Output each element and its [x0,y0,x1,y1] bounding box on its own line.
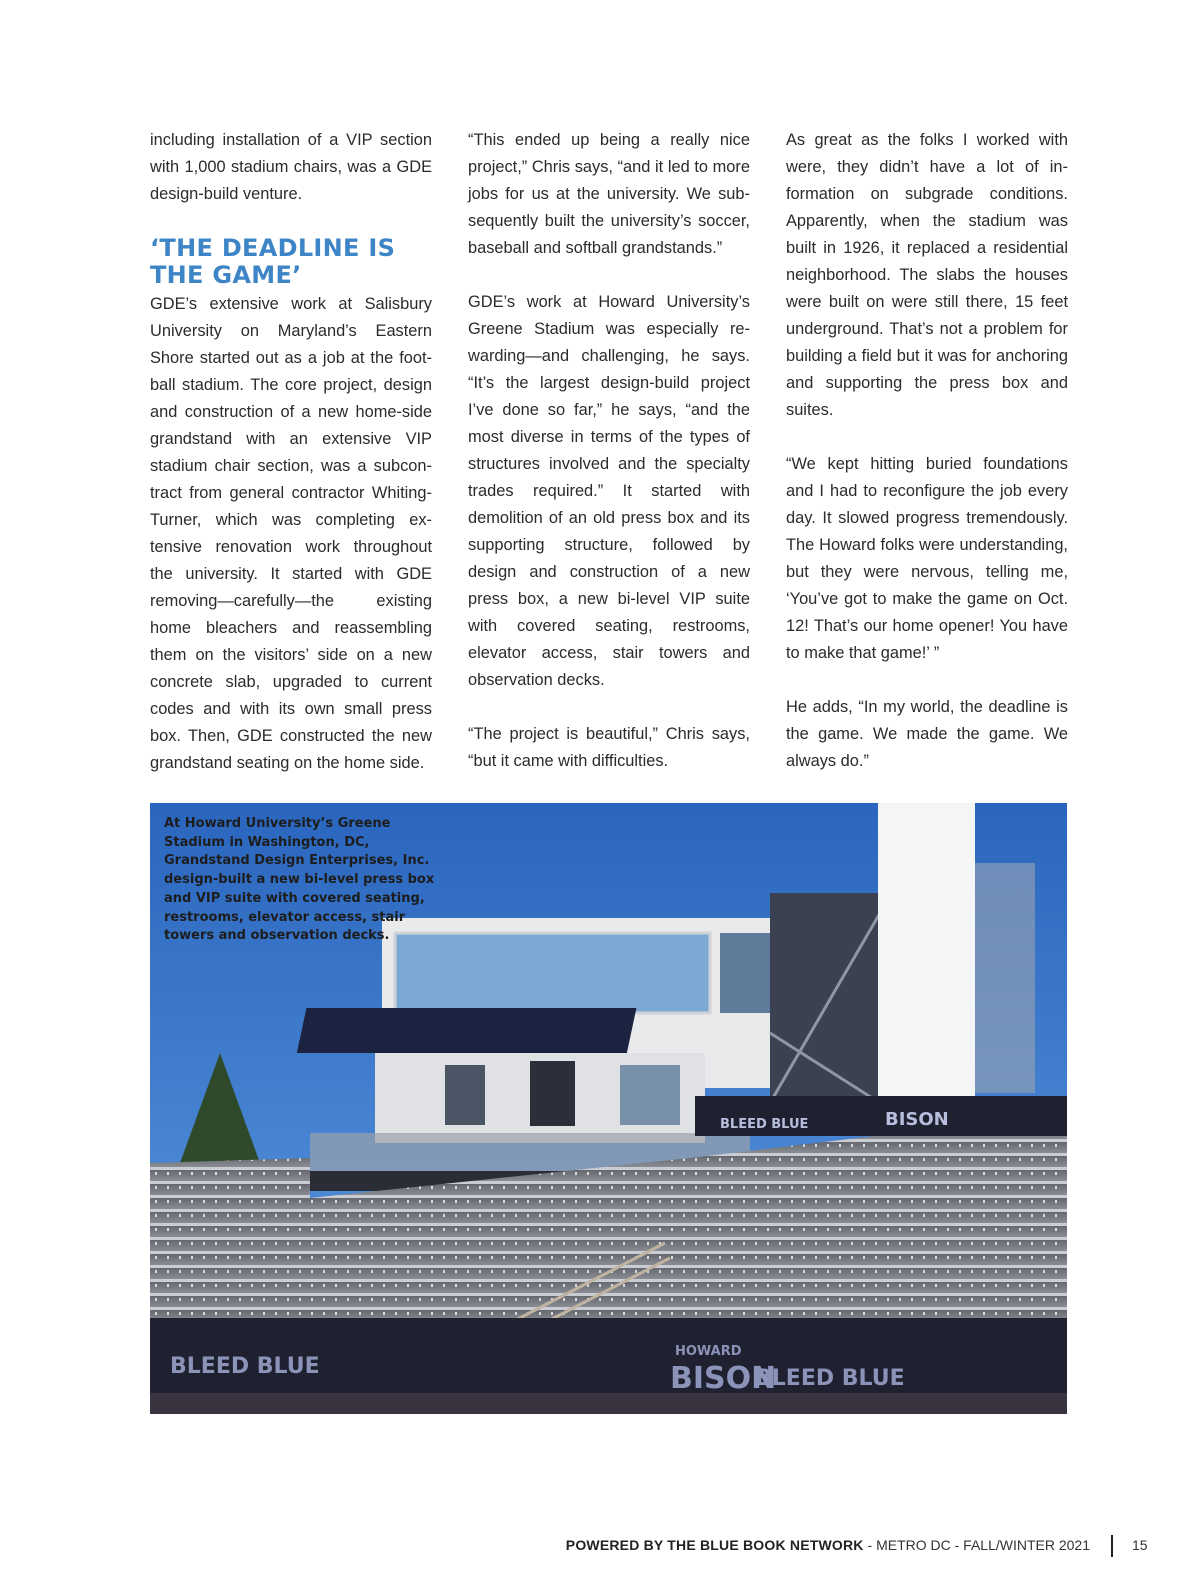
banner-text: BLEED BLUE [170,1354,320,1379]
footer-brand: POWERED BY THE BLUE BOOK NETWORK [565,1537,864,1553]
stadium-photo [150,803,1067,1414]
banner-text: BLEED BLUE [720,1117,809,1132]
section-heading: ‘THE DEADLINE IS THE GAME’ [150,234,396,289]
canopy [297,1008,637,1053]
photo-caption: At Howard University’s Greene Stadium in Washington, DC, Grandstand Design Enterprises, Inc. design-built a new bi-level press box and VIP suite with covered seating, restrooms, elevator access, stair towers and observation decks. [164,816,435,944]
footer-text [566,1537,1090,1553]
paragraph: “This ended up being a really nice project,” Chris says, “and it led to more jobs for us at the university. We subsequently built the university’s soccer, baseball and softball grandstands.” [468,131,750,257]
page-footer [0,1535,1200,1557]
page-number: 15 [1132,1537,1148,1553]
paragraph: GDE’s work at Howard University’s Greene Stadium was especially rewarding—and challenging, he says. “It’s the largest design-build project I’ve done so far,” he says, “and the most diverse in terms of the types of structures involved and the specialty trades required.” It started with demolition of an old press box and its supporting structure, followed by design and construction of a new press box, a new bi-level VIP suite with covered seating, restrooms, elevator access, stair towers and observation decks. [468,293,750,689]
banner-text: BISON [670,1361,777,1396]
banner-text: BISON [885,1109,949,1130]
paragraph: GDE’s extensive work at Salisbury University on Maryland’s Eastern Shore started out as a job at the football stadium. The core project, design and construction of a new home-side grandstand with an extensive VIP stadium chair section, was a subcontract from general contractor Whiting-Turner, which was completing extensive renovation work throughout the university. It started with GDE removing—carefully—the existing home bleachers and reassembling them on the visitors’ side on a new concrete slab, upgraded to current codes and with its own small press box. Then, GDE constructed the new grandstand seating on the home side. [150,295,432,772]
paragraph: As great as the folks I worked with were, they didn’t have a lot of information on subgrade conditions. Apparently, when the stadium was built in 1926, it replaced a residential neighborhood. The slabs the houses were built on were still there, 15 feet underground. That’s not a problem for building a field but it was for anchoring and supporting the press box and suites. [786,131,1068,419]
article-column-1 [150,127,432,777]
paragraph: “We kept hitting buried foundations and I had to reconfigure the job every day. It slowed progress tremendously. The Howard folks were understanding, but they were nervous, telling me, ‘You’ve got to make the game on Oct. 12! That’s our home opener! You have to make that game!’ ” [786,455,1068,662]
paragraph: “The project is beautiful,” Chris says, “but it came with difficulties. [468,725,750,770]
paragraph: including installation of a VIP section with 1,000 stadium chairs, was a GDE design-build venture. [150,131,432,203]
press-box-windows [395,933,710,1013]
banner-text: HOWARD [675,1344,742,1359]
footer-edition: - METRO DC - FALL/WINTER 2021 [863,1537,1090,1553]
footer-divider [1111,1535,1113,1557]
banner-text: BLEED BLUE [755,1366,905,1391]
article-column-2 [468,127,750,775]
elevator-tower [878,803,975,1133]
article-column-3 [786,127,1068,775]
paragraph: He adds, “In my world, the deadline is the game. We made the game. We always do.” [786,698,1068,770]
